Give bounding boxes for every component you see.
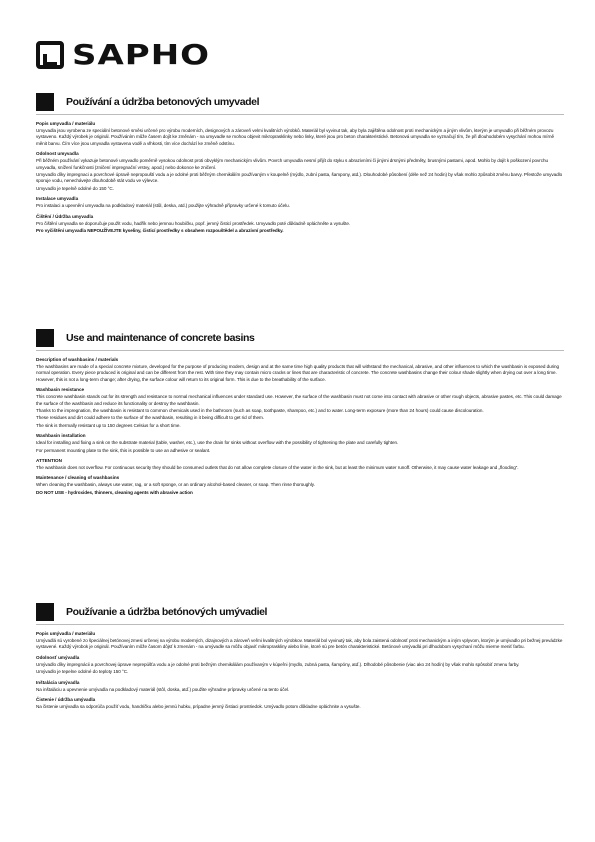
section-marker-icon xyxy=(36,93,54,111)
paragraph: Umývadlo je tepelne odolné do teploty 150 °C. xyxy=(36,669,129,675)
subheading: Maintenance / cleaning of washbasins xyxy=(36,475,120,481)
section-header xyxy=(36,602,564,625)
paragraph: These residues and dirt could adhere to the surface of the washbasin, resulting in it being difficult to get rid of them. xyxy=(36,415,265,421)
paragraph: Umyvadla jsou vyrobena ze speciální betonové směsi určené pro výrobu moderních, designových a zároveň velmi kvalitních výrobků. Materiál byl vyvinut tak, aby byla zajištěna odolnost proti mechanickým a jiným vlivům, kterým je umyvadlo při běžném provozu vystaveno. Každý výrobek je originál. Používáním může časem dojít ke změnám - na umyvadle se mohou objevit mikroprasklinky nebo linky, které jsou pro beton charakteristické. Betonová umyvadla se vyznačují tím, že při dlouhodobém vysychání mohou mírně měnit barvu. Čím více jsou umyvadla vystavena vodě a vlhkosti, tím více dochází ke změně odstínu. xyxy=(36,128,554,146)
section-header xyxy=(36,328,564,351)
subheading: Popis umývadla / materiálu xyxy=(36,631,96,636)
section-marker-icon xyxy=(36,603,54,621)
paragraph: For permanent mounting plate to the sink, this is possible to use an adhesive or sealant. xyxy=(36,447,211,453)
sapho-logo xyxy=(36,38,210,72)
paragraph: Ideal for installing and fixing a sink on the substrate material (table, washer, etc.), use the drain for sinks without overflow with the possibility of tightening the plate and carefully tighten. xyxy=(36,440,399,446)
sapho-logo-mark xyxy=(36,41,64,69)
paragraph: The washbasins are made of a special concrete mixture, developed for the purpose of producing modern, design and at the same time high quality products that will withstand the mechanical, abrasive, and other influences to which the washbasin is exposed during normal operation. Every piece produced is original and can be different from the rest. With time they may contain micro cracks or lines that are characteristic of concrete. The concrete washbasins change their colour shade slightly when drying out over a long time. However, this is not a long-term change; after drying, the surface colour will return to its original form. This is due to the breathability of the surface. xyxy=(36,364,560,382)
section-title: Use and maintenance of concrete basins xyxy=(66,332,255,344)
subheading: Description of washbasins / materials xyxy=(36,357,119,362)
subheading: Washbasin resistance xyxy=(36,387,85,393)
paragraph: Na čistenie umývadla sa odporúča použiť vodu, handričku alebo jemnú hubku, prípadne jemný čistiaci prostriedok. Umývadlo potom dôkladne opláchnite a vysušte. xyxy=(36,704,361,710)
paragraph: Thanks to the impregnation, the washbasin is resistant to common chemicals used in the bathroom (such as soap, toothpaste, shampoo, etc.) and to water. Long-term exposure (more than 24 hours) could cause discolouration. xyxy=(36,408,484,414)
paragraph: The washbasin does not overflow. For continuous security they should be consumed outlets that do not allow complete closure of the water in the sink, but at least the minimum water runoff. Otherwise, it may cause water leakage and „flooding“. xyxy=(36,465,519,471)
paragraph: Pro instalaci a upevnění umyvadla na podkladový materiál (stůl, deska, atd.) použijte výhradně přípravky určené k tomuto účelu. xyxy=(36,203,290,209)
section-english xyxy=(36,328,564,497)
section-czech xyxy=(36,92,564,235)
subheading: Odolnost umyvadla xyxy=(36,151,79,157)
paragraph: Pro čištění umyvadla se doporučuje použít vodu, hadřík nebo jemnou houbičku, popř. jemný čisticí prostředek. Umyvadlo poté důkladně opláchněte a vysušte. xyxy=(36,220,351,226)
subheading: Washbasin installation xyxy=(36,433,86,439)
section-marker-icon xyxy=(36,329,54,347)
subheading: Čistenie / údržba umývadla xyxy=(36,697,96,703)
subheading: Inštalácia umývadla xyxy=(36,679,80,685)
section-title: Používanie a údržba betónových umývadiel xyxy=(66,606,268,618)
subheading: ATTENTION xyxy=(36,458,62,464)
paragraph: Umývadlo díky impregnácii a povrchovej úprave neprepúšťa vodu a je odolné proti bežným chemikáliám používaným v kúpeľni (mydlo, zubná pasta, šampóny, atď.). Dlhodobé pôsobenie (viac ako 24 hodín) by však mohlo spôsobiť zmenu farby. xyxy=(36,661,520,667)
paragraph: This concrete washbasin stands out for its strength and resistance to normal mechanical influences under standard use. However, the surface of the washbasin must not come into contact with abrasive or other rough objects, abrasive pastes, etc. This could damage the surface of the washbasin and reduce its functionality or destroy the washbasin. xyxy=(36,394,562,406)
paragraph: When cleaning the washbasin, always use water, rag, or a soft sponge, or an ordinary alcohol-based cleaner, or soap. Then rinse thoroughly. xyxy=(36,482,315,488)
subheading: Popis umyvadla / materiálu xyxy=(36,121,96,126)
warning-paragraph: DO NOT USE - hydroxides, thinners, cleaning agents with abrasive action xyxy=(36,489,193,495)
subheading: Čištění / Údržba umyvadla xyxy=(36,213,94,219)
brand-name: SAPHO xyxy=(72,39,211,71)
paragraph: Umyvadlo díky impregnaci a povrchové úpravě nepropouští vodu a je odolné proti běžným chemikáliím používaným v koupelně (mýdlo, zubní pasta, šampony, atd.). Dlouhodobé působení (déle než 24 hodin) by však mohlo způsobit změnu barvy. Přestože umyvadlo sporuje vodu, nenechávejte dlouhodobě stát vodu ve výlevce. xyxy=(36,172,563,184)
section-slovak xyxy=(36,602,564,711)
subheading: Odolnosť umývadla xyxy=(36,654,80,660)
paragraph: Umývadlá sú vyrobené zo špeciálnej betónovej zmesi určenej na výrobu moderných, dizajnových a zároveň veľmi kvalitných výrobkov. Materiál bol vyvinutý tak, aby bola zaistená odolnosť proti mechanickým a iným vplyvom, ktorým je umývadlo pri bežnej prevádzke vystavené. Každý výrobok je originál. Používaním môže časom dôjsť k zmenám - na umývadle sa môžu objaviť mikropraskliny alebo línie, ktoré sú pre betón charakteristické. Betónové umývadlá pri dlhodobom vysychaní môžu mierne meniť farbu. xyxy=(36,638,563,650)
warning-paragraph: Pro vyčištění umyvadla NEPOUŽÍVEJTE kyseliny, čisticí prostředky s obsahem rozpouštědel a abrazivní prostředky. xyxy=(36,228,284,234)
paragraph: Na inštaláciu a upevnenie umývadla na podkladový materiál (stôl, doska, atď.) použite výhradne prípravky určené na tento účel. xyxy=(36,686,290,692)
section-title: Používání a údržba betonových umyvadel xyxy=(66,96,260,108)
paragraph: Při běžném používání vykazuje betonové umyvadlo poměrně vysokou odolnost proti obvyklým mechanickým vlivům. Povrch umyvadla nesmí přijít do styku s abrazivními či jinými drsnými předměty, brusnými pastami, apod. Mohlo by dojít k poškození povrchu umyvadla, snížení funkčnosti (zničení impregnační vrstvy, apod.) nebo dokonce ke zničení. xyxy=(36,158,549,170)
subheading: Instalace umyvadla xyxy=(36,196,79,202)
paragraph: The sink is thermally resistant up to 150 degrees Celsius for a short time. xyxy=(36,422,181,428)
section-header xyxy=(36,92,564,115)
paragraph: Umyvadlo je tepelně odolné do 150 °C. xyxy=(36,185,114,191)
